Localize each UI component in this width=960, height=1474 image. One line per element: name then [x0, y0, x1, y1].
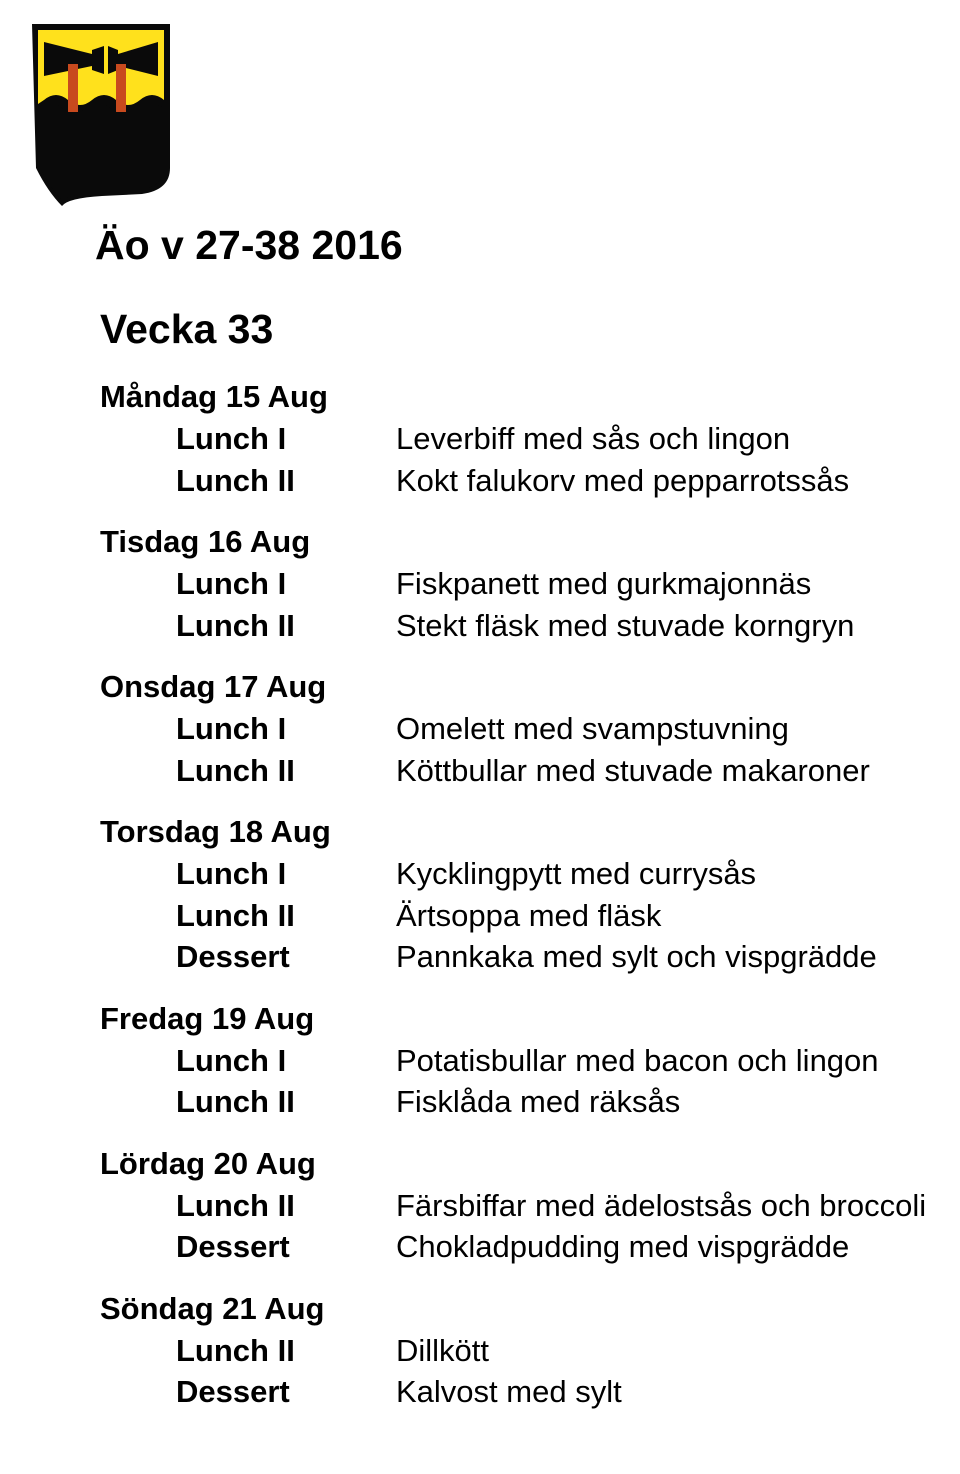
meal-dish: Stekt fläsk med stuvade korngryn — [396, 607, 855, 643]
document-title: Äo v 27-38 2016 — [95, 222, 403, 268]
day-heading: Fredag 19 Aug — [100, 1000, 315, 1036]
meal-row — [100, 1185, 960, 1227]
meal-row — [100, 418, 960, 460]
day-sunday — [100, 1288, 960, 1413]
meal-dish: Potatisbullar med bacon och lingon — [396, 1042, 879, 1078]
meal-dish: Kycklingpytt med currysås — [396, 856, 757, 891]
day-tuesday — [100, 521, 960, 646]
meal-type: Lunch II — [176, 462, 295, 498]
meal-dish: Fisklåda med räksås — [396, 1084, 681, 1119]
meal-dish: Köttbullar med stuvade makaroner — [396, 752, 870, 788]
meal-row — [100, 563, 960, 605]
meal-dish: Pannkaka med sylt och vispgrädde — [396, 939, 877, 974]
meal-row — [100, 853, 960, 895]
meal-row — [100, 1371, 960, 1413]
meal-type: Lunch II — [176, 1332, 295, 1368]
meal-row — [100, 1040, 960, 1082]
day-friday — [100, 998, 960, 1123]
meal-row — [100, 1330, 960, 1372]
meal-row — [100, 1226, 960, 1268]
meal-dish: Chokladpudding med vispgrädde — [396, 1229, 850, 1264]
meal-type: Lunch II — [176, 1084, 295, 1119]
day-wednesday — [100, 666, 960, 791]
meal-type: Lunch I — [176, 711, 287, 746]
meal-type: Lunch I — [176, 1042, 287, 1078]
day-heading: Måndag 15 Aug — [100, 379, 328, 414]
day-monday — [100, 376, 960, 501]
day-thursday — [100, 811, 960, 978]
day-heading: Onsdag 17 Aug — [100, 669, 327, 704]
meal-dish: Dillkött — [396, 1332, 490, 1368]
meal-dish: Färsbiffar med ädelostsås och broccoli — [396, 1187, 927, 1223]
meal-dish: Leverbiff med sås och lingon — [396, 421, 791, 456]
meal-type: Dessert — [176, 1229, 290, 1264]
weekly-menu — [100, 376, 960, 1433]
meal-type: Lunch I — [176, 856, 287, 891]
meal-dish: Fiskpanett med gurkmajonnäs — [396, 566, 812, 601]
day-heading: Tisdag 16 Aug — [100, 524, 311, 559]
meal-row — [100, 895, 960, 937]
meal-row — [100, 708, 960, 750]
meal-type: Lunch II — [176, 897, 295, 933]
meal-row — [100, 460, 960, 502]
day-heading: Lördag 20 Aug — [100, 1145, 316, 1181]
meal-row — [100, 936, 960, 978]
meal-row — [100, 1081, 960, 1123]
meal-dish: Omelett med svampstuvning — [396, 711, 789, 746]
day-heading: Söndag 21 Aug — [100, 1290, 325, 1326]
meal-type: Lunch I — [176, 566, 287, 601]
day-saturday — [100, 1143, 960, 1268]
meal-type: Lunch I — [176, 421, 287, 456]
meal-type: Lunch II — [176, 1187, 295, 1223]
meal-type: Lunch II — [176, 607, 295, 643]
meal-dish: Kokt falukorv med pepparrotssås — [396, 462, 850, 498]
week-title: Vecka 33 — [100, 306, 274, 352]
coat-of-arms-icon — [22, 18, 174, 210]
meal-type: Lunch II — [176, 752, 295, 788]
day-heading: Torsdag 18 Aug — [100, 814, 331, 849]
meal-row — [100, 605, 960, 647]
meal-type: Dessert — [176, 1374, 290, 1409]
meal-row — [100, 750, 960, 792]
meal-dish: Ärtsoppa med fläsk — [396, 897, 662, 933]
meal-type: Dessert — [176, 939, 290, 974]
meal-dish: Kalvost med sylt — [396, 1374, 622, 1409]
